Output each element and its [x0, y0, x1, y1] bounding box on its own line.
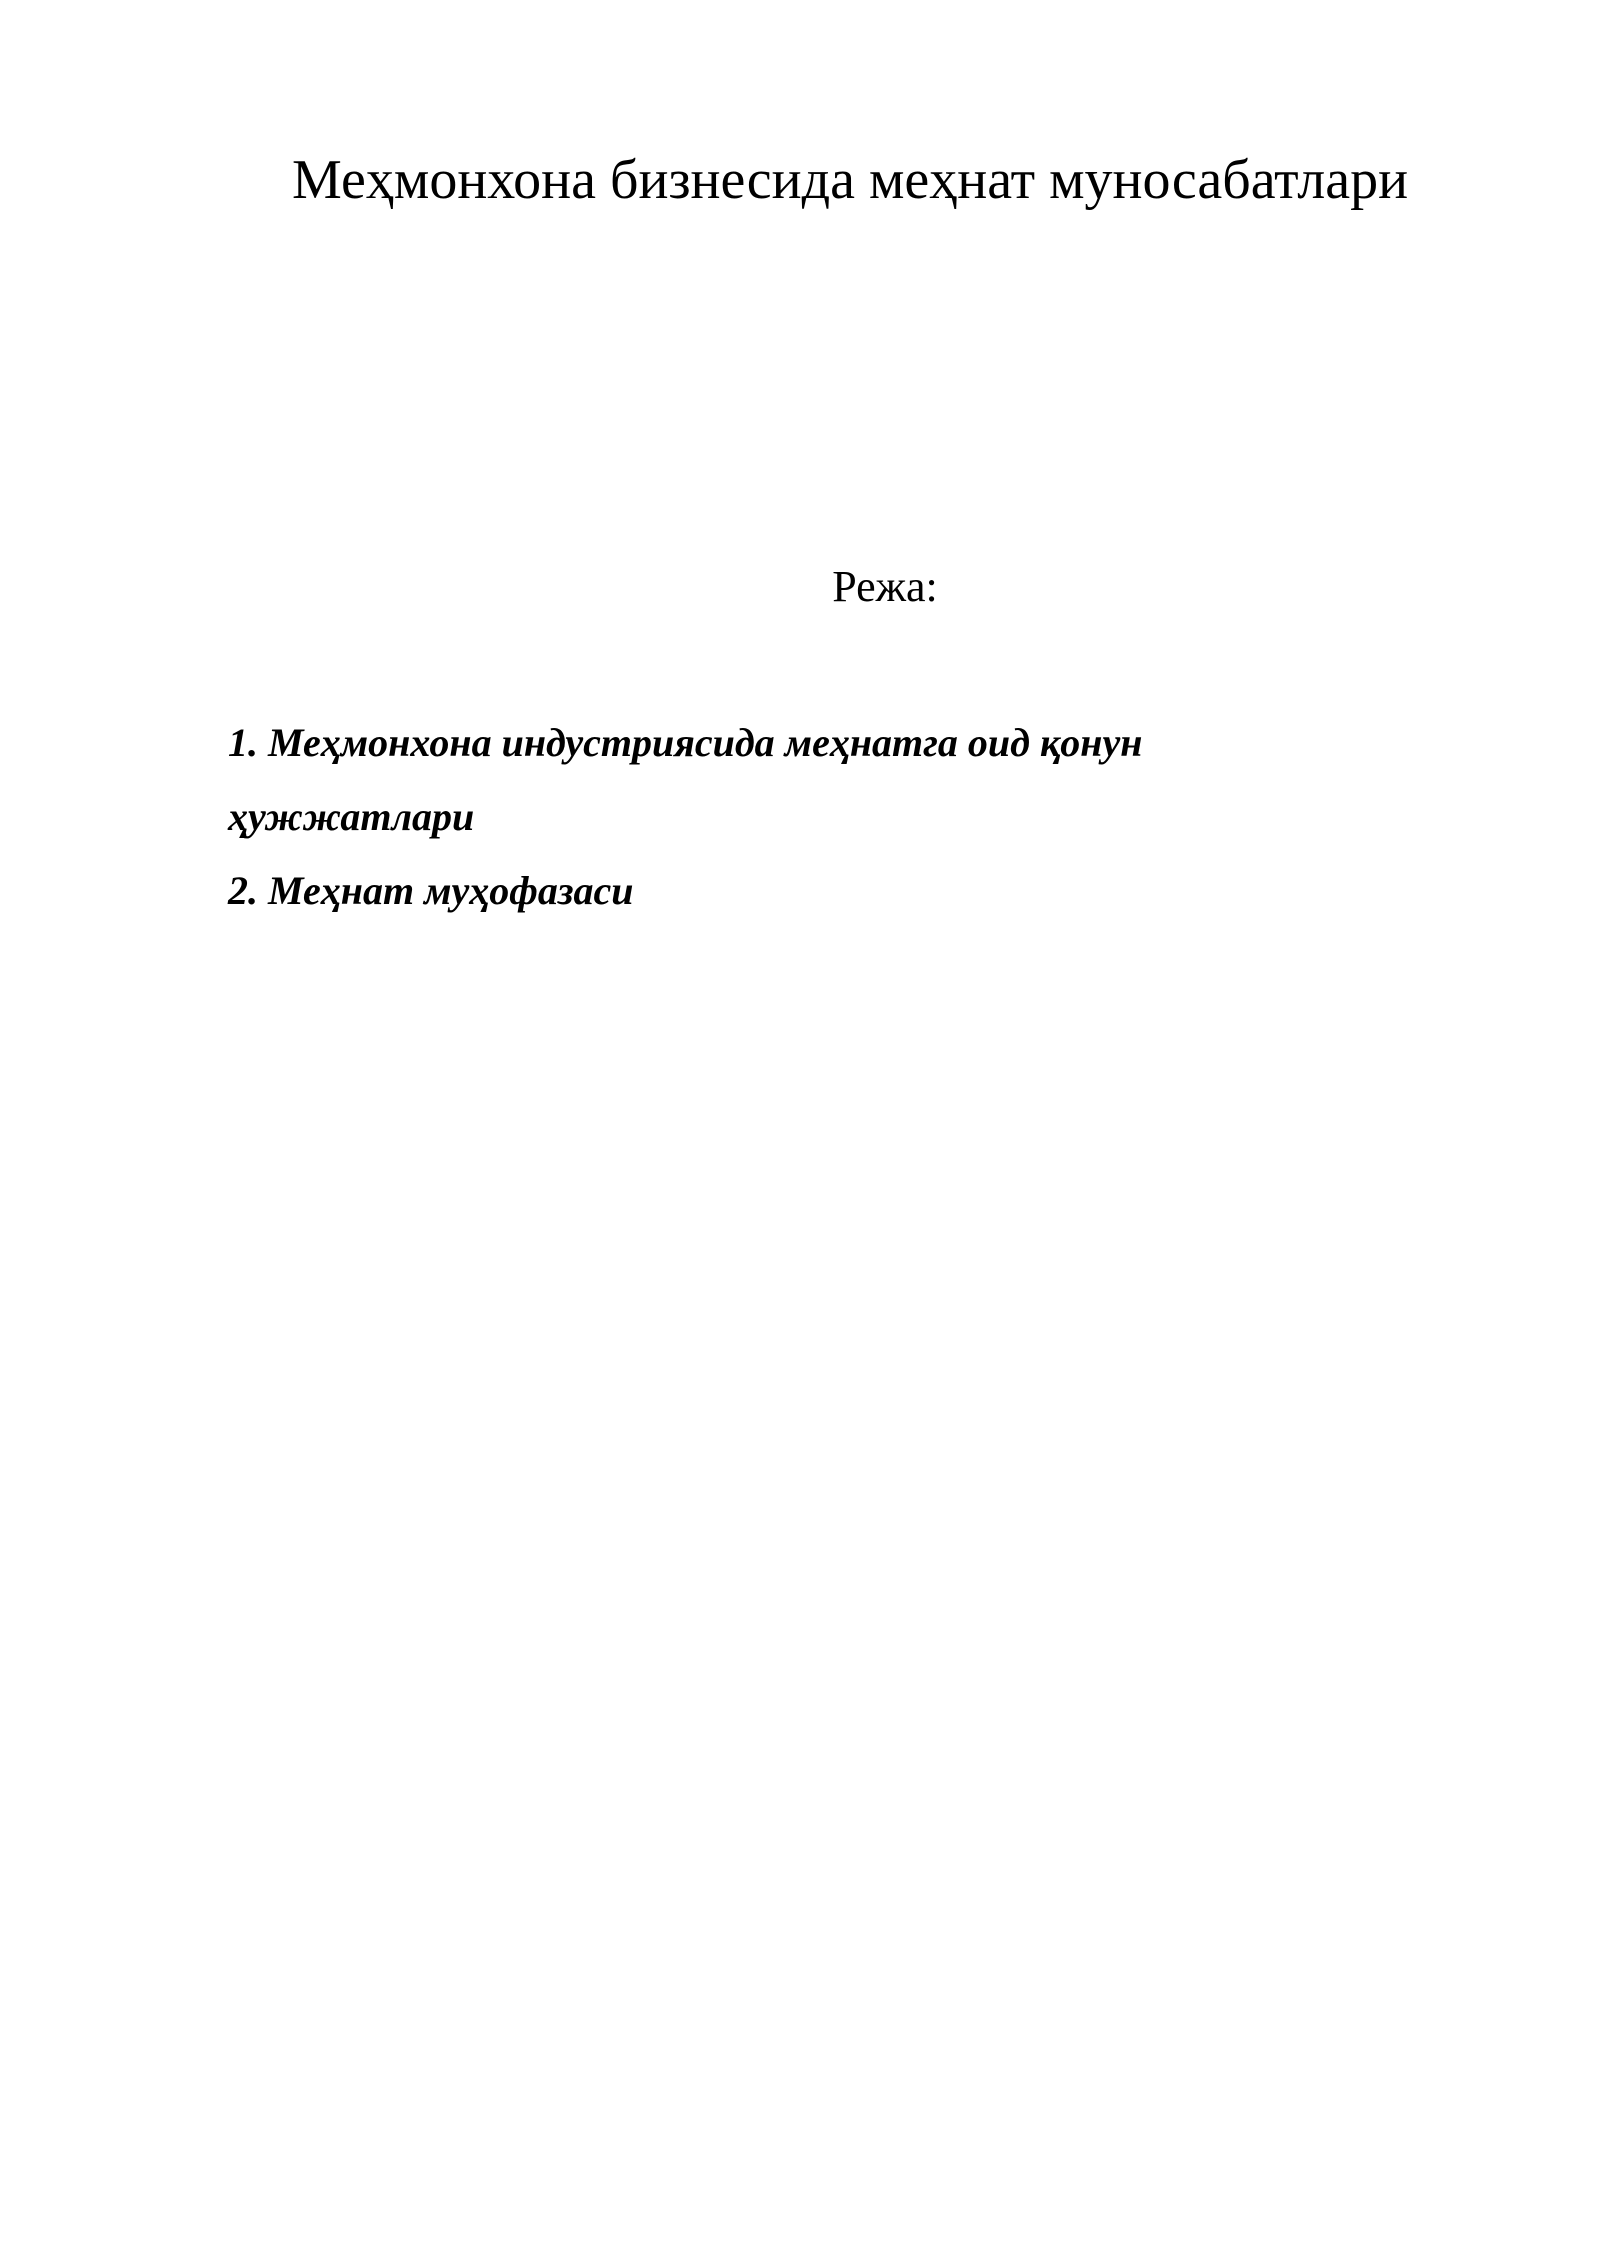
- document-title: Меҳмонхона бизнесида меҳнат муносабатлари: [291, 149, 1409, 211]
- plan-item-1-line-2: ҳужжатлари: [228, 794, 475, 839]
- plan-item-1: [228, 706, 1378, 854]
- plan-heading: Режа:: [832, 562, 938, 611]
- plan-item-2: [228, 854, 1378, 928]
- plan-item-2-line-1: 2. Меҳнат муҳофазаси: [228, 868, 634, 913]
- plan-item-1-line-1: 1. Меҳмонхона индустриясида меҳнатга оид қонун: [228, 720, 1143, 765]
- plan-list: [228, 706, 1378, 928]
